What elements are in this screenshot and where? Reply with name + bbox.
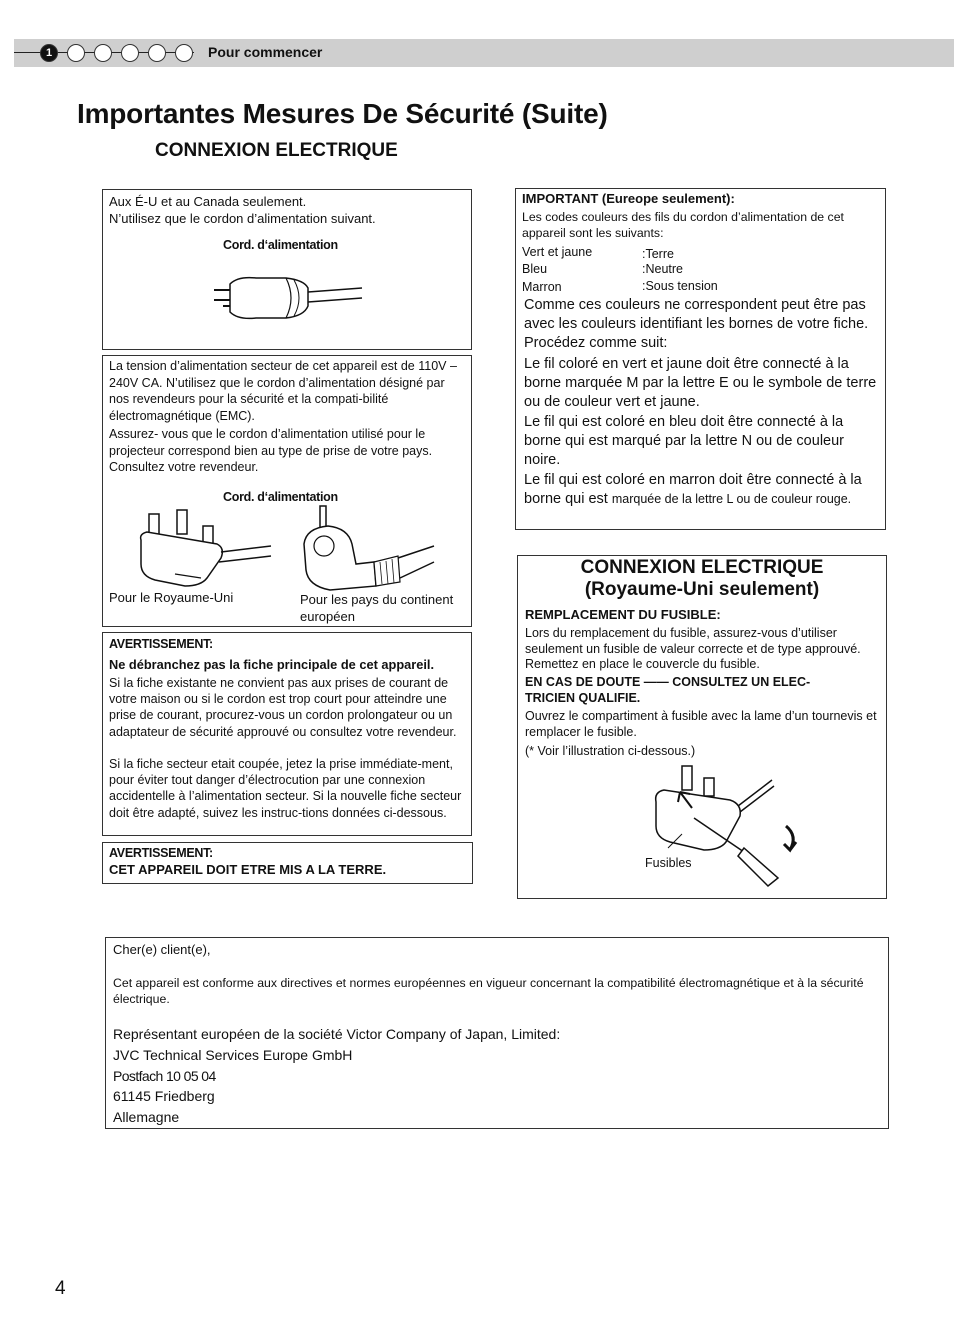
- color-meaning: :Terre: [642, 247, 674, 261]
- warning2-label: AVERTISSEMENT:: [109, 846, 213, 860]
- uk-box: [517, 555, 887, 899]
- page-title: Importantes Mesures De Sécurité (Suite): [77, 98, 608, 129]
- warning2-text: CET APPAREIL DOIT ETRE MIS A LA TERRE.: [109, 862, 387, 877]
- section-name: Pour commencer: [208, 44, 323, 60]
- color-name: Marron: [522, 280, 562, 294]
- voltage-box: [102, 355, 472, 627]
- important-p3: Le fil qui est coloré en bleu doit être connecté à la borne qui est marqué par la lettre N ou de couleur noire.: [524, 414, 844, 468]
- color-name: Bleu: [522, 262, 548, 276]
- fuse-p3: (* Voir l’illustration ci-dessous.): [525, 744, 696, 758]
- color-name: Vert et jaune: [522, 245, 593, 259]
- step-indicator-active: 1: [40, 44, 58, 62]
- color-meaning: :Sous tension: [642, 279, 718, 293]
- important-box: [515, 188, 886, 530]
- important-p4b: marquée de la lettre L ou de couleur rouge.: [611, 492, 852, 506]
- eu-plug-icon: [298, 504, 438, 596]
- important-p4: [524, 471, 880, 509]
- country: Allemagne: [113, 1109, 180, 1125]
- customer-notice-box: [105, 937, 889, 1129]
- warning-label: AVERTISSEMENT:: [109, 637, 213, 651]
- us-line2: N’utilisez que le cordon d’alimentation suivant.: [109, 211, 376, 226]
- customer-text: Cet appareil est conforme aux directives et normes européennes en vigueur concernant la compatibilité électromagnétique et à la sécurité électrique.: [113, 976, 864, 1006]
- voltage-cord-label: Cord. d‘alimentation: [223, 490, 338, 504]
- uk-subtitle: (Royaume-Uni seulement): [584, 579, 820, 600]
- us-canada-box: [102, 189, 472, 350]
- warning-box-ground: [102, 842, 473, 884]
- fuse-p1: Lors du remplacement du fusible, assurez-vous d’utiliser seulement un fusible de valeur correcte et de type approuvé. Remettez en place le couvercle du fusible.: [525, 626, 861, 671]
- chapter-header: [14, 39, 954, 67]
- step-indicator: [67, 44, 85, 62]
- city: 61145 Friedberg: [113, 1088, 215, 1104]
- us-cord-label: Cord. d‘alimentation: [223, 238, 338, 252]
- fuse-replacement-icon: [648, 756, 808, 892]
- important-intro: Les codes couleurs des fils du cordon d’alimentation de cet appareil sont les suivants:: [522, 210, 844, 240]
- warning-headline: Ne débranchez pas la fiche principale de cet appareil.: [109, 657, 435, 672]
- page-number: 4: [55, 1278, 66, 1299]
- color-codes: [522, 244, 880, 296]
- step-indicator: [121, 44, 139, 62]
- uk-plug-icon: [135, 506, 275, 592]
- important-label: IMPORTANT (Eureope seulement):: [522, 191, 735, 206]
- important-p2: Le fil coloré en vert et jaune doit être connecté à la borne marquée M par la lettre E ou le symbole de terre ou de couleur vert et jaune.: [524, 356, 877, 410]
- warning-p1: Si la fiche existante ne convient pas aux prises de courant de votre maison ou si le cordon est trop court pour atteindre une prise de courant, procurez-vous un cordon prolongateur ou un adaptateur de sécurité approuvé ou consultez votre revendeur.: [109, 676, 457, 739]
- warning-box-unplug: [102, 632, 472, 836]
- us-line1: Aux É-U et au Canada seulement.: [109, 194, 307, 209]
- step-indicator: [148, 44, 166, 62]
- fuse-label: REMPLACEMENT DU FUSIBLE:: [525, 607, 721, 622]
- warning-p2: Si la fiche secteur etait coupée, jetez la prise immédiate-ment, pour éviter tout danger d’électrocution par une connexion accidentelle à l’alimentation secteur. Si la nouvelle fiche secteur doit être adapté, suivez les instruc-tions données ci-dessous.: [109, 757, 462, 820]
- fuse-p2: Ouvrez le compartiment à fusible avec la lame d’un tournevis et remplacer le fusible.: [525, 709, 877, 739]
- fuse-caption: Fusibles: [645, 856, 692, 870]
- important-p1: Comme ces couleurs ne correspondent peut être pas avec les couleurs identifiant les bornes de votre fiche. Procédez comme suit:: [524, 297, 869, 351]
- eu-caption: Pour les pays du continent européen: [300, 592, 454, 624]
- uk-caption: Pour le Royaume-Uni: [109, 590, 234, 605]
- step-indicator: [94, 44, 112, 62]
- postfach: Postfach 10 05 04: [113, 1068, 216, 1084]
- company-name: JVC Technical Services Europe GmbH: [113, 1047, 353, 1063]
- page-subtitle: CONNEXION ELECTRIQUE: [155, 140, 398, 161]
- uk-title: CONNEXION ELECTRIQUE: [580, 557, 824, 578]
- eu-representative: Représentant européen de la société Victor Company of Japan, Limited:: [113, 1026, 561, 1042]
- step-indicator: [175, 44, 193, 62]
- important-p4a: Le fil qui est coloré en marron doit être connecté à la borne qui est: [524, 472, 862, 507]
- voltage-text2: Assurez- vous que le cordon d’alimentation utilisé pour le projecteur correspond bien au type de prise de votre pays. Consultez votre revendeur.: [109, 427, 433, 474]
- voltage-text: La tension d’alimentation secteur de cet appareil est de 110V – 240V CA. N’utilisez que le cordon d’alimentation désigné par nos revendeurs pour la sécurité et la compati-bilité électromagnétique (EMC).: [109, 359, 457, 423]
- color-meaning: :Neutre: [642, 262, 683, 276]
- fuse-doubt: EN CAS DE DOUTE —— CONSULTEZ UN ELEC-TRICIEN QUALIFIE.: [525, 675, 811, 705]
- customer-greeting: Cher(e) client(e),: [113, 942, 211, 957]
- us-plug-icon: [208, 270, 368, 326]
